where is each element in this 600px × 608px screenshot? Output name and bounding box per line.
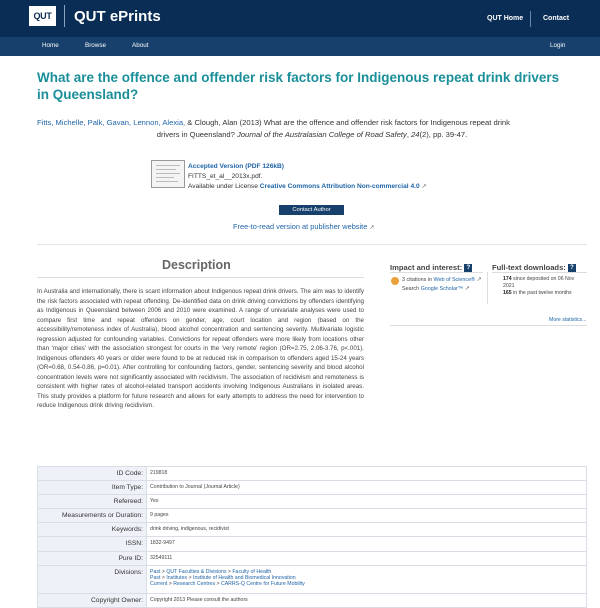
- journal-name: Journal of the Australasian College of Road Safety: [236, 130, 407, 139]
- file-info: Accepted Version (PDF 126kB) FITTS_et_al__2013x.pdf. Available under License Creative Commons Attribution Non-commercial 4.0 ↗: [188, 163, 427, 190]
- downloads-total: 174 since deposited on 06 Nov 2021: [503, 276, 575, 289]
- table-label: ISSN:: [38, 537, 147, 551]
- description-text: In Australia and internationally, there is scant information about Indigenous repeat drink drivers. The aim was to identify the risk factors associated with repeat offending. De-identified data on drink driving convictions by offenders identifying as Indigenous in Queensland between 2006 and 2010 were examined. A range of univariate analyses were used to compare first time and repeat offenders on gender, age, court location and region (based on the accessibility/remoteness index of Australia), blood alcohol concentration and sentencing severity. Multivariate logistic regression adjusted for confounding variables. Convictions for repeat offenders were more likely from locations other than 'major cities' with the association strongest for courts in the 'very remote' region (OR=2.75, 2.06-3.76, p<.001). Indigenous offenders 40 years or older were found to be at reduced risk in comparison to offenders aged 15-24 years (OR=0.68, 0.54-0.86, p=0.01). After controlling for confounding factors, gender, sentencing severity and blood alcohol concentration levels were not significantly associated with recidivism. The association of recidivism and remoteness is consistent with higher rates of alcohol-related transport accidents involving Indigenous Australians in isolated areas. This study provides a platform for future research and allows for early attempts to address the need for intervention to reduce Indigenous drink driving recidivism.: [37, 288, 364, 409]
- divider: [390, 272, 483, 273]
- pdf-download-link[interactable]: Accepted Version (PDF 126kB): [188, 163, 285, 170]
- citation: [37, 117, 587, 141]
- more-statistics-link[interactable]: More statistics...: [549, 317, 587, 323]
- external-link-icon: ↗: [464, 286, 470, 292]
- table-value: drink driving, indigenous, recidivist: [147, 523, 587, 537]
- nav-login[interactable]: Login: [550, 42, 566, 49]
- table-label: Divisions:: [38, 565, 147, 593]
- table-value: 9 pages: [147, 509, 587, 523]
- table-row: [38, 495, 587, 509]
- table-row: [38, 467, 587, 481]
- nav-browse[interactable]: Browse: [85, 42, 106, 49]
- table-value: Contribution to Journal (Journal Article): [147, 481, 587, 495]
- table-row: [38, 523, 587, 537]
- metadata-table: [37, 466, 587, 608]
- divider: [487, 272, 488, 304]
- citations-row: 3 citations in Web of Science® ↗: [391, 276, 483, 284]
- divisions-cell: Past > QUT Faculties & Divisions > Faculty of Health Past > Institutes > Institute of Health and Biomedical Innovation Current > Research Centres > CARRS-Q Centre for Future Mobility: [147, 565, 587, 593]
- top-header: [0, 0, 600, 37]
- table-row: [38, 565, 587, 593]
- pdf-thumbnail[interactable]: [151, 160, 185, 188]
- description-heading: Description: [162, 258, 231, 272]
- table-value: 219818: [147, 467, 587, 481]
- license-link[interactable]: Creative Commons Attribution Non-commercial 4.0: [259, 183, 420, 190]
- web-of-science-link[interactable]: Web of Science®: [433, 277, 476, 283]
- divider: [390, 325, 587, 326]
- header-divider: [530, 11, 531, 27]
- table-label: Copyright Owner:: [38, 593, 147, 607]
- qut-home-link[interactable]: QUT Home: [487, 15, 524, 22]
- table-label: Item Type:: [38, 481, 147, 495]
- table-label: Measurements or Duration:: [38, 509, 147, 523]
- contact-link[interactable]: Contact: [543, 15, 570, 22]
- info-icon[interactable]: ?: [568, 264, 576, 272]
- table-row: [38, 551, 587, 565]
- table-row: [38, 537, 587, 551]
- table-row: [38, 509, 587, 523]
- citation-icon: [391, 277, 399, 285]
- divider: [492, 272, 587, 273]
- divider: [37, 244, 587, 245]
- external-link-icon: ↗: [476, 277, 482, 283]
- citation-text: & Clough, Alan (2013) What are the offence and offender risk factors for Indigenous repeat drink: [187, 118, 510, 127]
- nav-about[interactable]: About: [132, 42, 149, 49]
- table-value: Yes: [147, 495, 587, 509]
- free-to-read-link[interactable]: Free-to-read version at publisher website ↗: [233, 222, 375, 231]
- divider: [37, 277, 364, 278]
- scholar-row: Search Google Scholar™ ↗: [402, 286, 470, 292]
- logo-divider: [64, 5, 65, 27]
- author-links[interactable]: Fitts, Michelle, Palk, Gavan, Lennon, Alexia,: [37, 118, 186, 127]
- table-row: [38, 481, 587, 495]
- page-title: What are the offence and offender risk factors for Indigenous repeat drink drivers in Queensland?: [37, 70, 560, 102]
- table-label: Refereed:: [38, 495, 147, 509]
- nav-bar: [0, 37, 600, 56]
- citation-line-2: drivers in Queensland? Journal of the Australasian College of Road Safety, 24(2), pp. 39-47.: [156, 130, 468, 139]
- table-value: 1832-9497: [147, 537, 587, 551]
- qut-logo[interactable]: QUT: [29, 6, 56, 26]
- site-title[interactable]: QUT ePrints: [74, 8, 161, 25]
- table-label: ID Code:: [38, 467, 147, 481]
- google-scholar-link[interactable]: Google Scholar™: [420, 286, 464, 292]
- table-label: Pure ID:: [38, 551, 147, 565]
- nav-home[interactable]: Home: [42, 42, 59, 49]
- downloads-recent: 165 in the past twelve months: [503, 290, 572, 296]
- table-row: [38, 593, 587, 607]
- table-label: Keywords:: [38, 523, 147, 537]
- downloads-heading: Full-text downloads: ?: [492, 263, 576, 272]
- table-value: Copyright 2013 Please consult the authors: [147, 593, 587, 607]
- file-name: FITTS_et_al__2013x.pdf.: [188, 173, 263, 180]
- impact-heading: Impact and interest: ?: [390, 263, 472, 272]
- info-icon[interactable]: ?: [464, 264, 472, 272]
- external-link-icon: ↗: [421, 184, 427, 190]
- contact-author-button[interactable]: Contact Author: [279, 205, 344, 215]
- table-value: 32549111: [147, 551, 587, 565]
- external-link-icon: ↗: [369, 225, 375, 231]
